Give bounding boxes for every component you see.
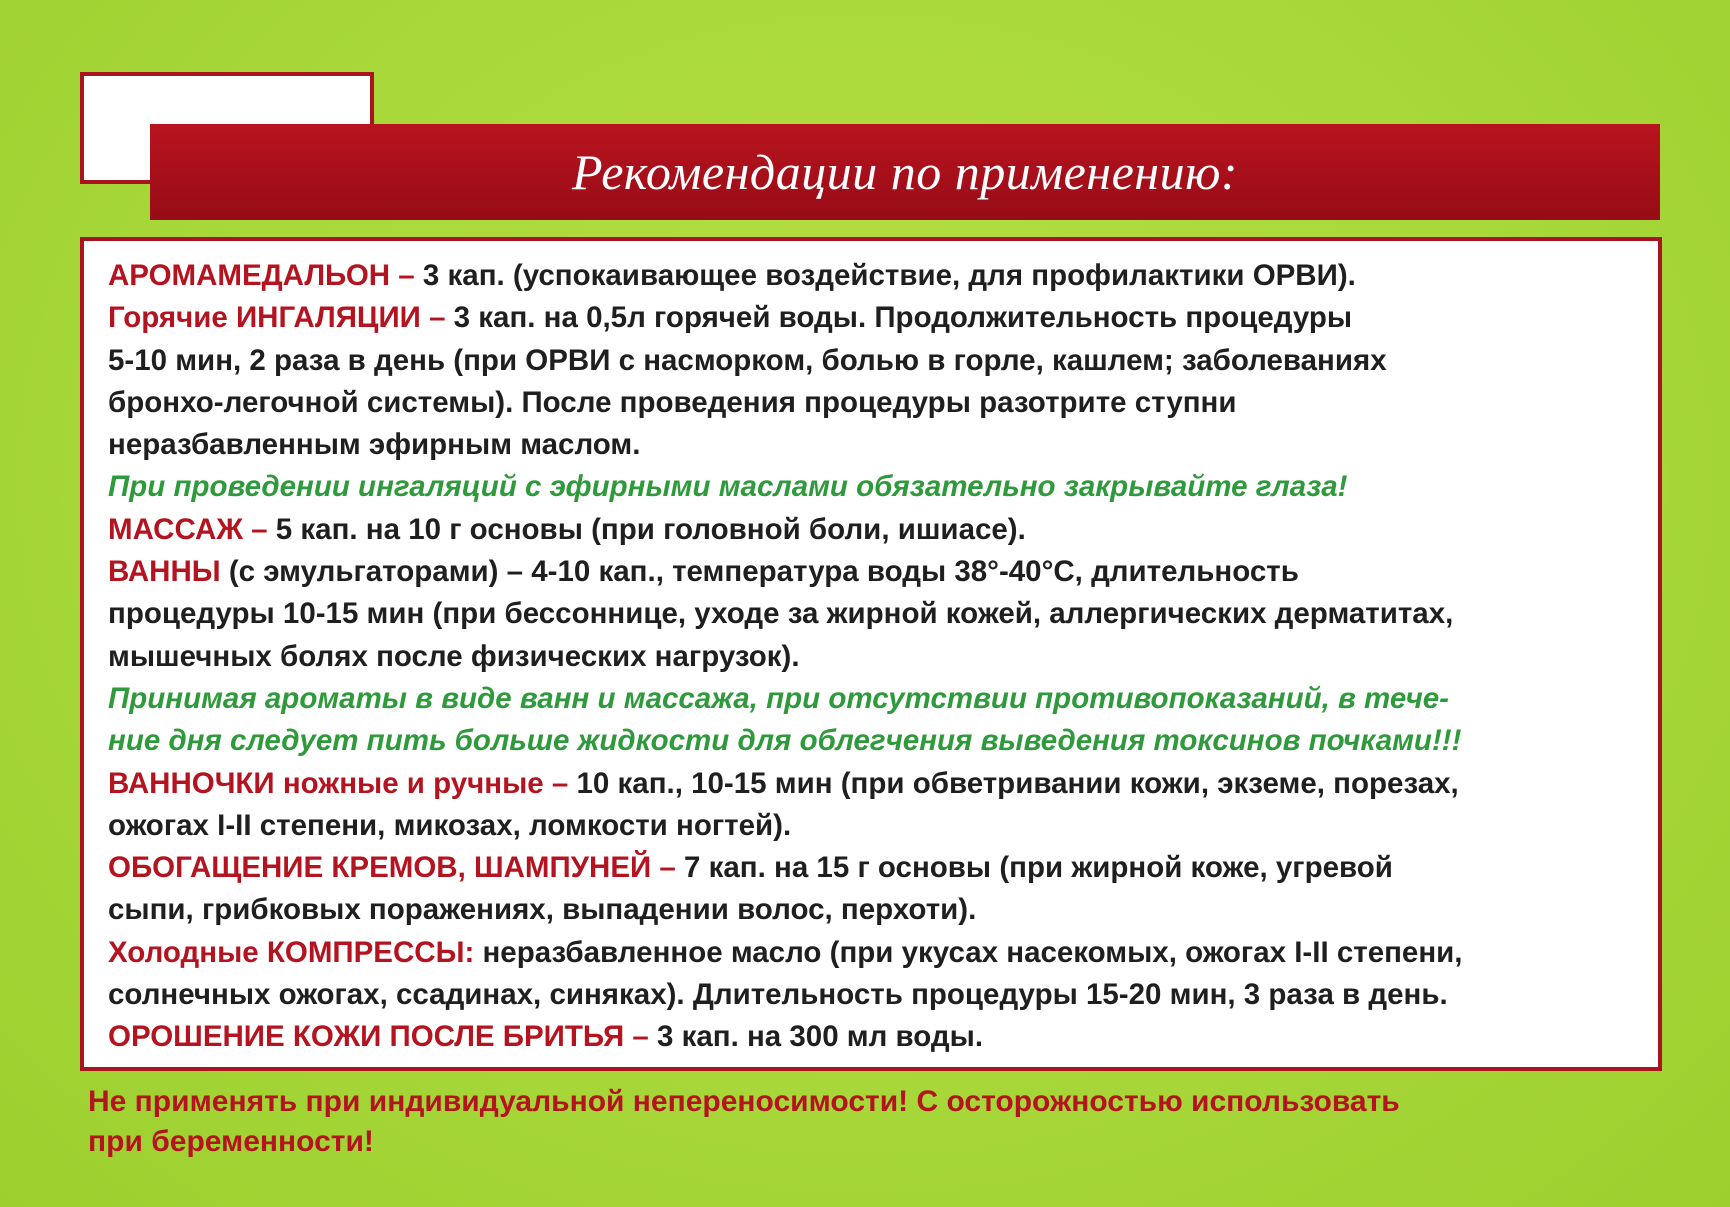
label-inhalations: Горячие ИНГАЛЯЦИИ – <box>108 301 446 335</box>
note-inhalation-eyes: При проведении ингаляций с эфирными маслами обязательно закрывайте глаза! <box>108 470 1348 504</box>
label-baths: ВАННЫ <box>108 555 221 589</box>
label-hand-foot-baths: ВАННОЧКИ ножные и ручные – <box>108 766 569 800</box>
warning-line: Не применять при индивидуальной непереносимости! С осторожностью использовать <box>88 1085 1400 1118</box>
line-text: сыпи, грибковых поражениях, выпадении волос, перхоти). <box>108 893 977 927</box>
line-aromamedalon: АРОМАМЕДАЛЬОН – 3 кап. (успокаивающее воздействие, для профилактики ОРВИ). <box>108 259 1356 292</box>
page-title: Рекомендации по применению: <box>571 144 1238 200</box>
label-massage: МАССАЖ – <box>108 512 268 546</box>
line-text: мышечных болях после физических нагрузок). <box>108 639 800 673</box>
line-creams-shampoos: ОБОГАЩЕНИЕ КРЕМОВ, ШАМПУНЕЙ – 7 кап. на 15 г основы (при жирной коже, угревой <box>108 851 1393 885</box>
line-text: процедуры 10-15 мин (при бессоннице, уходе за жирной кожей, аллергических дерматитах, <box>108 597 1454 631</box>
warning-note <box>88 1082 1668 1162</box>
line-text: солнечных ожогах, ссадинах, синяках). Длительность процедуры 15-20 мин, 3 раза в день. <box>108 978 1448 1012</box>
line-text: 5-10 мин, 2 раза в день (при ОРВИ с насморком, болью в горле, кашлем; заболеваниях <box>108 343 1387 377</box>
label-after-shave: ОРОШЕНИЕ КОЖИ ПОСЛЕ БРИТЬЯ – <box>108 1020 649 1054</box>
line-text: ожогах I-II степени, микозах, ломкости ногтей). <box>108 808 792 842</box>
line-hand-foot-baths: ВАННОЧКИ ножные и ручные – 10 кап., 10-15 мин (при обветривании кожи, экземе, порезах, <box>108 766 1459 800</box>
line-cold-compresses: Холодные КОМПРЕССЫ: неразбавленное масло (при укусах насекомых, ожогах I-II степени, <box>108 935 1463 969</box>
line-massage: МАССАЖ – 5 кап. на 10 г основы (при головной боли, ишиасе). <box>108 512 1026 546</box>
note-fluids: ние дня следует пить больше жидкости для облегчения выведения токсинов почками!!! <box>108 724 1462 758</box>
line-text: неразбавленным эфирным маслом. <box>108 428 641 462</box>
warning-line: при беременности! <box>88 1125 374 1158</box>
line-after-shave: ОРОШЕНИЕ КОЖИ ПОСЛЕ БРИТЬЯ – 3 кап. на 300 мл воды. <box>108 1020 984 1054</box>
line-text: бронхо-легочной системы). После проведения процедуры разотрите ступни <box>108 385 1237 419</box>
line-inhalations: Горячие ИНГАЛЯЦИИ – 3 кап. на 0,5л горячей воды. Продолжительность процедуры <box>108 301 1353 335</box>
label-creams-shampoos: ОБОГАЩЕНИЕ КРЕМОВ, ШАМПУНЕЙ – <box>108 851 676 885</box>
label-aromamedalon: АРОМАМЕДАЛЬОН – <box>108 259 415 292</box>
recommendations-panel <box>80 237 1662 1071</box>
note-fluids: Принимая ароматы в виде ванн и массажа, при отсутствии противопоказаний, в тече- <box>108 681 1449 715</box>
line-baths: ВАННЫ (с эмульгаторами) – 4-10 кап., температура воды 38°-40°С, длительность <box>108 555 1299 589</box>
title-banner <box>150 124 1660 220</box>
label-cold-compresses: Холодные КОМПРЕССЫ: <box>108 935 475 969</box>
